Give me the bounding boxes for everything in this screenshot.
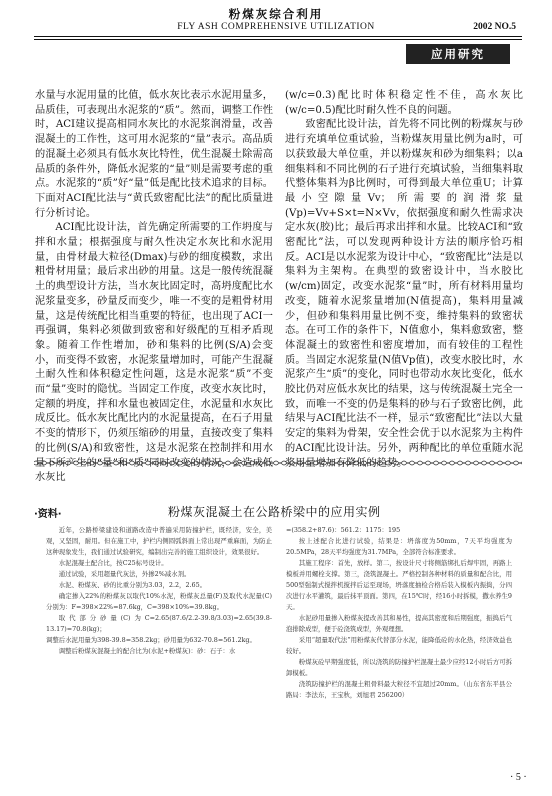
paragraph: 致密配比设计法，首先将不同比例的粉煤灰与砂进行充填单位重试验，当粉煤灰用量比例为a时，可以获致最大单位重，并以粉煤灰和砂为细集料；以a细集料和不同比例的石子进行充填试验，当细集料取代整体集料为β比例时，可得到最大单位重U；计算最小空隙量Vv；所需要的润滑浆量(Vp)=Vv+S×t=N×Vv，依据强度和耐久性需求决定水灰(胶)比；最后再求出拌和水量。比较ACI和“致密配比”法，可以发现两种设计方法的顺序恰巧相反。ACI是以水泥浆为设计中心，“致密配比”法是以集料为主架构。在典型的致密设计中，当水胶比(w/cm)固定，改变水泥浆“量”时，所有材料用量均改变，随着水泥浆量增加(N值提高)，集料用量减少，但砂和集料用量比例不变，维持集料的致密状态。在可工作的条件下，N值愈小，集料愈致密，整体混凝土的致密性和密度增加，而有较佳的工程性质。当固定水泥浆量(N值Vp值)，改变水胶比时，水泥浆产生“质”的变化，同时也带动水灰比变化，低水胶比仍对应低水灰比的结果，这与传统混凝土完全一致，而唯一不变的仍是集料的砂与石子致密比例，此结果与ACI配比法不一样，显示“致密配比”法以大量安定的集料为骨架，安全性会优于以水泥浆为主构件的ACI配比设计法。另外，两种配比的单位重随水泥浆用量增加有降低的趋势。 — [285, 119, 523, 469]
wavy-divider — [34, 459, 522, 467]
issue-number: 2002 NO.5 — [473, 22, 516, 32]
paragraph: =(358.2+87.6)：561.2：1175：195 — [286, 526, 401, 534]
paragraph: 确定掺入22%的粉煤灰以取代10%水泥，粉煤灰总量(F)及取代水泥量(C)分别为：F=398×22%=87.6kg，C=398×10%=39.8kg。 — [46, 592, 272, 611]
paragraph: 水泥混凝土配合比，按C25标号设计。 — [58, 559, 168, 567]
paragraph: 粉煤灰砼早期强度低，所以浇筑的防撞护栏混凝土最少应经12小时后方可拆卸模板。 — [286, 658, 512, 677]
paragraph: 水泥、粉煤灰、砂的比重分别为3.03，2.2，2.65。 — [58, 581, 207, 589]
paragraph: 采用“超量取代法”用粉煤灰代替部分水泥，能降低砼的水化热，经济效益也较好。 — [286, 636, 512, 655]
paragraph: 水泥砂用量掺入粉煤灰提改善其和易性，提高其密度和后期强度，振捣后气泡排除成型，便于砼浇筑成型，外观理想。 — [286, 614, 512, 633]
section-tag: 应用研究 — [406, 44, 510, 64]
paragraph: 按上述配合比进行试验，结果是：坍落度为50mm，7天平均强度为20.5MPa，28天平均强度为31.7MPa，全部符合标准要求。 — [286, 537, 512, 556]
paragraph: 水量与水泥用量的比值，低水灰比表示水泥用量多，品质佳，可表现出水泥浆的“质”。然而，调整工作性时，ACI建议提高相同水灰比的水泥浆润滑量，改善混凝土的工作性，这可用水泥浆的“量”表示。高品质的混凝土必须具有低水灰比特性，优生混凝土除需高品质的条件外，降低水泥浆的“量”则是需要考虑的重点。水泥浆的“质”好“量”低是配比技术追求的目标。下面对ACI配比法与“黄氏致密配比法”的配比质量进行分析讨论。 — [35, 90, 273, 219]
left-column — [35, 89, 273, 486]
paragraph: 取代部分砂量(C)为C=2.65(87.6/2.2-39.8/3.03)=2.65(39.8-13.17)=70.8(kg)； — [46, 614, 272, 633]
article-left-column — [46, 525, 272, 657]
paragraph: 调整后水泥用量为398-39.8=358.2kg；砂用量为632-70.8=561.2kg。 — [46, 636, 256, 644]
paragraph: 通过试验，采用超量代灰法，外掺2%减水剂。 — [58, 570, 191, 578]
paragraph: 其施工程序：首先，放样。第二，按设计尺寸将侧筋绑扎后焊牢固，再路上模板并用螺栓支撑。第三，浇筑混凝土。严格控制各种材料的质量和配合比，用500型强制式搅拌机搅拌后运至现场，坍落度抽检合格后装入模板内振捣，分四次进行水平灌筑，最后抹平顶面。第四，在15℃时，经16小时拆模，撒水养生9天。 — [286, 559, 512, 611]
article-right-column — [286, 525, 512, 701]
header-rule — [34, 36, 522, 40]
journal-title: 粉煤灰综合利用 — [228, 7, 324, 21]
article-tag: ·资料· — [34, 509, 62, 520]
paragraph: (w/c=0.3)配比时体积稳定性不佳，高水灰比(w/c=0.5)配比时耐久性不良的问题。 — [285, 90, 523, 116]
page-number: · 5 · — [510, 772, 527, 783]
journal-subtitle: FLY ASH COMPREHENSIVE UTILIZATION — [177, 22, 375, 32]
paragraph: 调整后粉煤灰混凝土的配合比为(水泥+粉煤灰)：砂：石子：水 — [58, 647, 236, 655]
paragraph: 近年，公路桥梁建设和道路改造中普遍采用防撞护栏，既经济，安全，美观，又坚固，耐用。但在施工中，护栏内侧圆弧斜面上常出现严重麻面，为防止这种现象发生，我们通过试验研究，编制出完善的施工组织设计，效果很好。 — [46, 526, 272, 556]
paragraph: ACI配比设计法，首先确定所需要的工作坍度与拌和水量；根据强度与耐久性决定水灰比和水泥用量，由骨材最大粒径(Dmax)与砂的细度模数，求出粗骨材用量；最后求出砂的用量。这是一般传统混凝土的典型设计方法，当水灰比固定时，高坍度配比水泥浆量变多，砂量反而变少，唯一不变的是粗骨材用量，这是传统配比相当重要的特征，也出现了ACI一再强调，集料必须做到致密和好级配的互相矛盾现象。随着工作性增加，砂和集料的比例(S/A)会变小，而变得不致密，水泥浆量增加时，可能产生混凝土耐久性和体积稳定性问题，这是水泥浆“质”不变而“量”变时的隐忧。当固定工作度，改变水灰比时，定额的坍度，拌和水量也被固定住，水泥量和水灰比成反比。低水灰比配比内的水泥量提高，在石子用量不变的情形下，仍须压缩砂的用量，直接改变了集料的比例(S/A)和致密性，这是水泥浆在控制拌和用水量下所产生的“量”和“质”同时改变的情况，会造成低水灰比 — [35, 222, 273, 484]
right-column — [285, 89, 523, 471]
article-title: 粉煤灰混凝土在公路桥梁中的应用实例 — [168, 505, 381, 519]
paragraph: 浇筑防撞护栏的混凝土粗骨料最大粒径不宜超过20mm。（山东省东平县公路局：李法东，王宝秋，刘旭君 256200） — [286, 680, 512, 699]
